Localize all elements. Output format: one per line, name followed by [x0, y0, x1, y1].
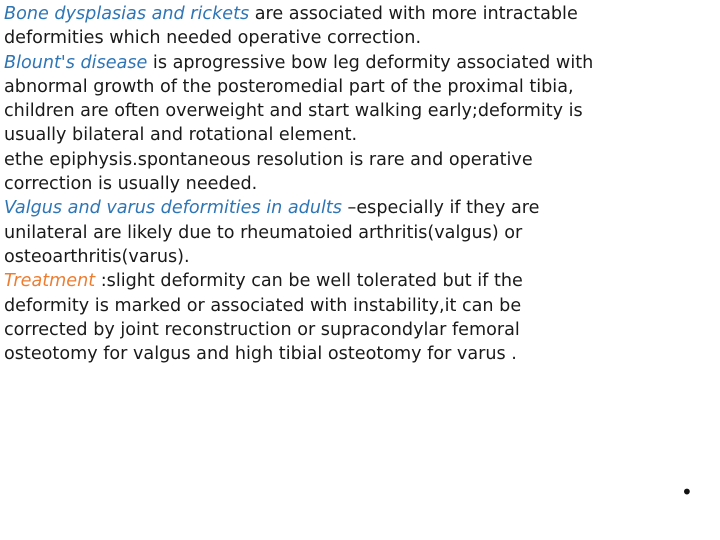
- paragraph-blounts-disease: [4, 51, 694, 197]
- text-line: osteoarthritis(varus).: [4, 246, 190, 267]
- text-line: osteotomy for valgus and high tibial osteotomy for varus .: [4, 344, 517, 365]
- text-line: [4, 269, 694, 293]
- line-text: is aprogressive bow leg deformity associated with: [147, 52, 594, 73]
- text-line: abnormal growth of the posteromedial part of the proximal tibia,: [4, 76, 574, 97]
- text-line: usually bilateral and rotational element.: [4, 125, 358, 146]
- text-line: [4, 196, 694, 220]
- term-blounts-disease: Blount's disease: [4, 52, 148, 73]
- paragraph-bone-dysplasias: [4, 2, 694, 51]
- slide-content: [4, 2, 694, 366]
- line-text: –especially if they are: [341, 198, 540, 219]
- line-text: :slight deformity can be well tolerated but if the: [95, 271, 523, 292]
- text-line: correction is usually needed.: [4, 174, 258, 195]
- line-text: are associated with more intractable: [249, 4, 578, 24]
- term-bone-dysplasias: Bone dysplasias and rickets: [4, 4, 250, 24]
- paragraph-treatment: [4, 269, 694, 366]
- text-line: [4, 2, 694, 26]
- term-treatment: Treatment: [4, 271, 96, 292]
- text-line: ethe epiphysis.spontaneous resolution is rare and operative: [4, 149, 533, 170]
- text-line: deformities which needed operative correction.: [4, 28, 422, 49]
- text-line: corrected by joint reconstruction or supracondylar femoral: [4, 319, 520, 340]
- text-line: unilateral are likely due to rheumatoied arthritis(valgus) or: [4, 222, 523, 243]
- bullet-point: •: [681, 480, 693, 504]
- paragraph-valgus-varus: [4, 196, 694, 269]
- text-line: deformity is marked or associated with instability,it can be: [4, 295, 522, 316]
- text-line: [4, 51, 694, 75]
- text-line: children are often overweight and start walking early;deformity is: [4, 101, 583, 122]
- term-valgus-varus-adults: Valgus and varus deformities in adults: [4, 198, 342, 219]
